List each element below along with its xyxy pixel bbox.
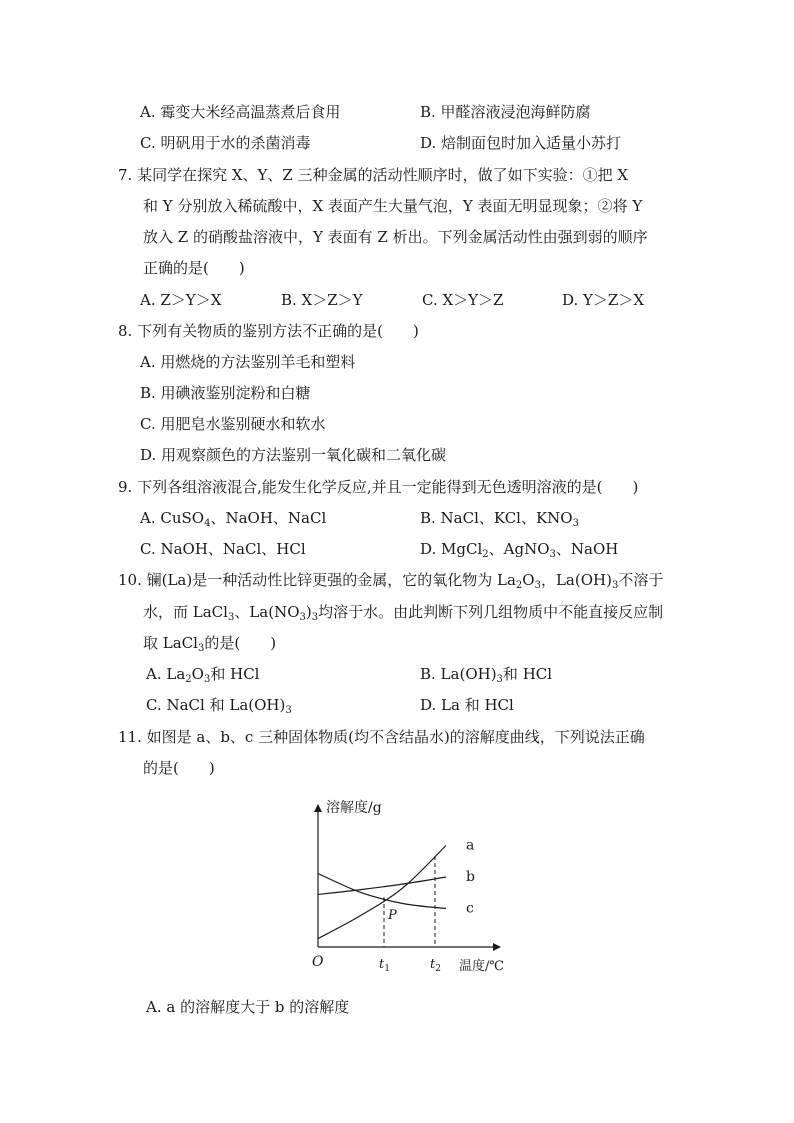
q7-stem-line-1: 7. 某同学在探究 X、Y、Z 三种金属的活动性顺序时，做了如下实验：①把 X <box>118 166 629 184</box>
q11-stem-line-2: 的是( ) <box>143 759 215 777</box>
q8-option-c: C. 用肥皂水鉴别硬水和软水 <box>140 415 326 433</box>
q6-option-d: D. 焙制面包时加入适量小苏打 <box>420 134 622 152</box>
q7-option-b: B. X＞Z＞Y <box>281 291 363 309</box>
q7-paren-close: ) <box>238 259 245 277</box>
q6-option-c: C. 明矾用于水的杀菌消毒 <box>140 134 311 152</box>
q6-option-a: A. 霉变大米经高温蒸煮后食用 <box>140 103 341 121</box>
q7-option-a: A. Z＞Y＞X <box>140 291 222 309</box>
q11-stem-line-1: 11. 如图是 a、b、c 三种固体物质(均不含结晶水)的溶解度曲线，下列说法正确 <box>118 728 645 746</box>
curve-a <box>318 846 446 939</box>
q7-stem-text: 正确的是( <box>143 259 209 277</box>
q10-stem-line-3: 取 LaCl$_3$的是( ) <box>143 634 277 654</box>
q9-stem-text: 9. 下列各组溶液混合,能发生化学反应,并且一定能得到无色透明溶液的是( <box>118 478 603 496</box>
t2-tick-label: $t_2$ <box>430 957 441 974</box>
q9-option-b: B. NaCl、KCl、$KNO_3$ <box>420 509 579 529</box>
q8-option-d: D. 用观察颜色的方法鉴别一氧化碳和二氧化碳 <box>140 446 447 464</box>
q6-option-b: B. 甲醛溶液浸泡海鲜防腐 <box>420 103 591 121</box>
q9-option-d: D. MgCl$_2$、AgNO$_3$、NaOH <box>420 540 619 560</box>
y-axis-label: 溶解度/g <box>326 800 382 816</box>
q9-option-c: C. NaOH、NaCl、HCl <box>140 540 306 558</box>
q10-stem-line-1: 10. 镧(La)是一种活动性比锌更强的金属，它的氧化物为 $La_2O_3$，$La(OH)_3$不溶于 <box>118 571 664 591</box>
q10-option-a: A. $La_2O_3$和 HCl <box>146 665 260 685</box>
q11-option-a: A. a 的溶解度大于 b 的溶解度 <box>146 998 350 1016</box>
curve-c-label: c <box>466 900 474 917</box>
intersection-point-label: P <box>388 908 397 923</box>
q8-option-a: A. 用燃烧的方法鉴别羊毛和塑料 <box>140 353 356 371</box>
curve-c <box>318 874 446 909</box>
curve-b-label: b <box>466 869 475 885</box>
q10-option-b: B. $La(OH)_3$和 HCl <box>420 665 553 685</box>
q8-stem-text: 8. 下列有关物质的鉴别方法不正确的是( <box>118 322 383 340</box>
q10-option-c: C. NaCl 和 $La(OH)_3$ <box>146 696 292 716</box>
q9-paren-close: ) <box>632 478 639 496</box>
q8-option-b: B. 用碘液鉴别淀粉和白糖 <box>140 384 311 402</box>
q8-paren-close: ) <box>412 322 419 340</box>
q10-option-d: D. La 和 HCl <box>420 696 514 714</box>
curve-b <box>318 877 446 895</box>
t1-tick-label: $t_1$ <box>379 957 390 974</box>
q9-stem <box>118 477 638 497</box>
q10-stem-line-2: 水，而 LaCl$_3$、$La(NO_3)_3$均溶于水。由此判断下列几组物质中不能直接反应制 <box>143 603 664 623</box>
q7-stem-line-4 <box>143 258 245 278</box>
q7-stem-line-3: 放入 Z 的硝酸盐溶液中，Y 表面有 Z 析出。下列金属活动性由强到弱的顺序 <box>143 228 648 246</box>
q7-option-c: C. X＞Y＞Z <box>422 291 504 309</box>
x-axis-label: 温度/℃ <box>459 959 504 974</box>
origin-label: O <box>312 954 324 970</box>
q7-option-d: D. Y＞Z＞X <box>562 291 645 309</box>
curve-a-label: a <box>466 837 475 854</box>
q9-option-a: A. CuSO$_4$、NaOH、NaCl <box>140 509 327 529</box>
q8-stem <box>118 321 419 341</box>
q7-stem-line-2: 和 Y 分别放入稀硫酸中，X 表面产生大量气泡，Y 表面无明显现象；②将 Y <box>143 197 643 215</box>
